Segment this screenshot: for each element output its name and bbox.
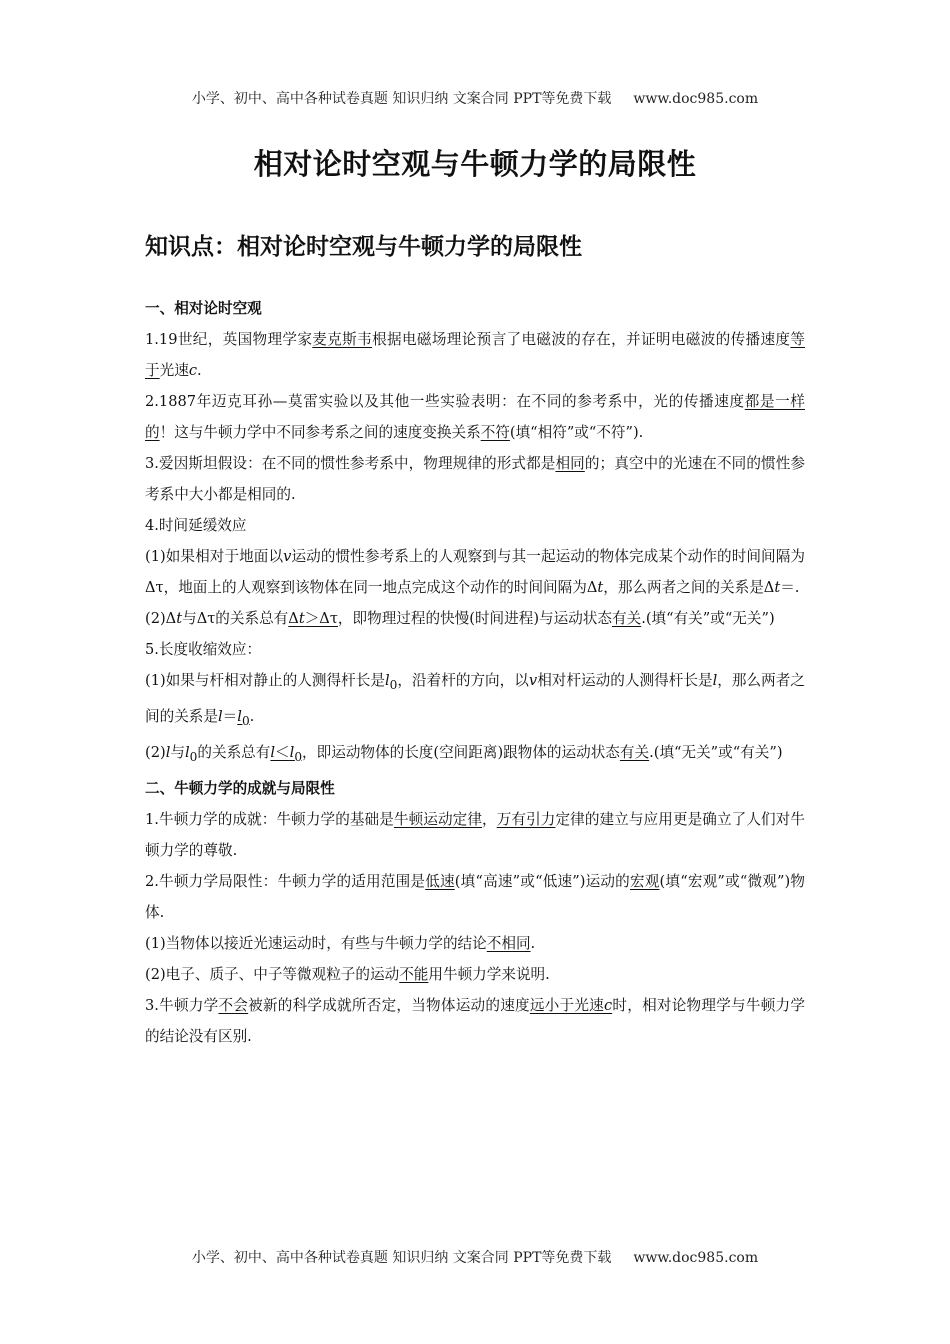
section-heading-1: 一、相对论时空观 [145,300,262,317]
paragraph-2-5: 3.牛顿力学不会被新的科学成就所否定，当物体运动的速度远小于光速c时，相对论物理学与牛顿力学的结论没有区别. [145,996,805,1045]
footer-text: 小学、初中、高中各种试卷真题 知识归纳 文案合同 PPT等免费下载 [191,1250,612,1266]
answer-blank: 远小于光速c [529,996,613,1014]
paragraph-1-5: (1)如果相对于地面以v运动的惯性参考系上的人观察到与其一起运动的物体完成某个动作的时间间隔为Δτ，地面上的人观察到该物体在同一地点完成这个动作的时间间隔为Δt，那么两者之间的关系是Δt＝. [145,548,805,596]
answer-blank: 有关 [612,610,642,627]
answer-blank: 不能 [399,965,429,983]
answer-blank: 都是一样的 [145,393,805,441]
paragraph-1-3: 3.爱因斯坦假设：在不同的惯性参考系中，物理规律的形式都是相同的；真空中的光速在不同的惯性参考系中大小都是相同的. [145,455,805,503]
answer-blank: 麦克斯韦 [312,331,373,348]
answer-blank: 等于 [145,331,805,379]
answer-blank: $l<l_0$ [270,743,303,764]
paragraph-1-8: (1)如果与杆相对静止的人测得杆长是$l_0$，沿着杆的方向，以v相对杆运动的人测得杆长是l，那么两者之间的关系是$l=l_0$. [145,672,805,728]
paragraph-1-4: 4.时间延缓效应 [145,517,247,534]
answer-blank: 牛顿运动定律 [393,810,483,828]
page-header [0,88,950,108]
knowledge-point-heading: 知识点：相对论时空观与牛顿力学的局限性 [145,234,582,260]
page-title: 相对论时空观与牛顿力学的局限性 [253,147,697,181]
section-heading-2: 二、牛顿力学的成就与局限性 [145,779,335,797]
answer-blank: 不相同 [486,934,531,952]
paragraph-1-1: 1.19世纪，英国物理学家麦克斯韦根据电磁场理论预言了电磁波的存在，并证明电磁波的传播速度等于光速c. [145,331,805,379]
paragraph-2-3: (1)当物体以接近光速运动时，有些与牛顿力学的结论不相同. [145,934,536,952]
answer-blank: $l_0$ [237,707,250,728]
answer-blank: 宏观 [629,872,660,890]
answer-blank: Δt＞Δτ [288,610,338,627]
document-body [145,293,805,1052]
answer-blank: 低速 [425,872,455,890]
paragraph-2-1: 1.牛顿力学的成就：牛顿力学的基础是牛顿运动定律，万有引力定律的建立与应用更是确立了人们对牛顿力学的尊敬. [145,810,805,859]
paragraph-1-9: (2)l与$l_0$的关系总有$l<l_0$，即运动物体的长度(空间距离)跟物体的运动状态有关.(填“无关”或“有关”) [145,743,783,764]
answer-blank: 不会 [218,996,249,1014]
paragraph-1-7: 5.长度收缩效应： [145,641,262,658]
page-footer [0,1247,950,1267]
header-text: 小学、初中、高中各种试卷真题 知识归纳 文案合同 PPT等免费下载 [191,91,612,107]
paragraph-2-2: 2.牛顿力学局限性：牛顿力学的适用范围是低速(填“高速”或“低速”)运动的宏观(填“宏观”或“微观”)物体. [145,872,805,921]
paragraph-2-4: (2)电子、质子、中子等微观粒子的运动不能用牛顿力学来说明. [145,965,550,983]
header-site-link[interactable]: www.doc985.com [633,91,759,107]
answer-blank: 万有引力 [496,810,556,828]
answer-blank: 相同 [555,455,585,472]
answer-blank: 不符 [480,424,510,441]
footer-site-link[interactable]: www.doc985.com [633,1250,759,1266]
paragraph-1-2: 2.1887年迈克耳孙—莫雷实验以及其他一些实验表明：在不同的参考系中，光的传播速度都是一样的！这与牛顿力学中不同参考系之间的速度变换关系不符(填“相符”或“不符”). [145,393,805,441]
paragraph-1-6: (2)Δt与Δτ的关系总有Δt＞Δτ，即物理过程的快慢(时间进程)与运动状态有关.(填“有关”或“无关”) [145,610,775,627]
answer-blank: 有关 [619,743,650,761]
